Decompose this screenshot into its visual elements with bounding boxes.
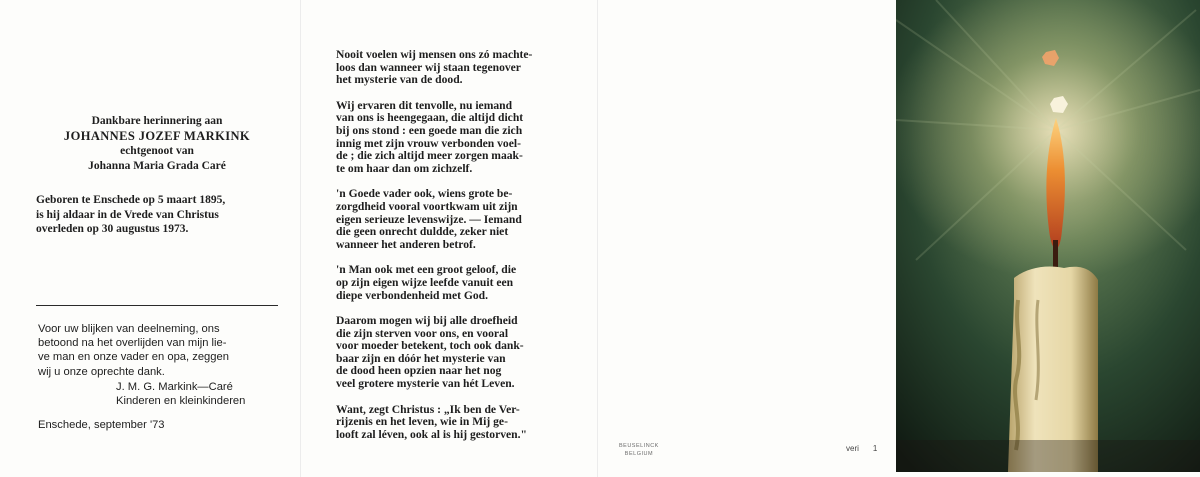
candle-illustration	[896, 0, 1200, 472]
thanks-line: wij u onze oprechte dank.	[38, 365, 165, 378]
paragraph: 'n Goede vader ook, wiens grote be- zorgdheid vooral voortkwam uit zijn eigen serieuze levenswijze. — Iemand die geen onrecht duldde, zeker niet wanneer het anderen betrof.	[336, 187, 522, 251]
candle-photo	[896, 0, 1200, 472]
dates-line: is hij aldaar in de Vrede van Christus	[36, 208, 219, 221]
reference-code	[846, 444, 877, 453]
dates-line: Geboren te Enschede op 5 maart 1895,	[36, 194, 226, 206]
paragraph: Daarom mogen wij bij alle droefheid die zijn sterven voor ons, en vooral voor moeder betekent, toch ook dank- baar zijn en dóór het mysterie van de dood heen opzien naar het nog veel grotere mysterie van hét Leven.	[336, 314, 524, 391]
deceased-name: JOHANNES JOZEF MARKINK	[63, 129, 251, 143]
place-date: Enschede, september '73	[38, 419, 165, 431]
printer-mark	[619, 442, 659, 458]
printer-name: BEUSELINCK	[619, 443, 659, 449]
reflection-text	[336, 49, 572, 441]
thanks-text	[38, 322, 278, 379]
memorial-heading	[36, 114, 278, 174]
intro-text: Dankbare herinnering aan	[91, 115, 223, 127]
dates-line: overleden op 30 augustus 1973.	[36, 223, 189, 235]
fold-line	[597, 0, 598, 477]
ref-number: 1	[872, 444, 878, 453]
thanks-line: ve man en onze vader en opa, zeggen	[38, 351, 229, 364]
spouse-intro: echtgenoot van	[120, 145, 194, 157]
paragraph: 'n Man ook met een groot geloof, die op zijn eigen wijze leefde vanuit een diepe verbondenheid met God.	[336, 263, 517, 302]
life-dates	[36, 193, 278, 237]
paragraph: Nooit voelen wij mensen ons zó machte- loos dan wanneer wij staan tegenover het mysterie van de dood.	[336, 48, 533, 87]
quote-paragraph: Want, zegt Christus : „Ik ben de Ver- rijzenis en het leven, wie in Mij ge- looft zal léven, ook al is hij gestorven."	[336, 402, 527, 441]
family-line: Kinderen en kleinkinderen	[116, 395, 246, 408]
ref-code: veri	[846, 444, 859, 453]
spouse-name: Johanna Maria Grada Caré	[88, 160, 226, 172]
thanks-line: betoond na het overlijden van mijn lie-	[38, 337, 227, 350]
printer-country: BELGIUM	[624, 451, 654, 457]
paragraph: Wij ervaren dit tenvolle, nu iemand van ons is heengegaan, die altijd dicht bij ons stond : een goede man die zich innig met zijn vrouw verbonden voel- de ; die zich altijd meer zorgen maak- te om haar dan om zichzelf.	[336, 98, 524, 175]
divider-line	[36, 305, 278, 306]
signature-name: J. M. G. Markink—Caré	[116, 381, 233, 393]
fold-line	[300, 0, 301, 477]
thanks-line: Voor uw blijken van deelneming, ons	[38, 323, 220, 335]
signature-block	[116, 380, 286, 408]
